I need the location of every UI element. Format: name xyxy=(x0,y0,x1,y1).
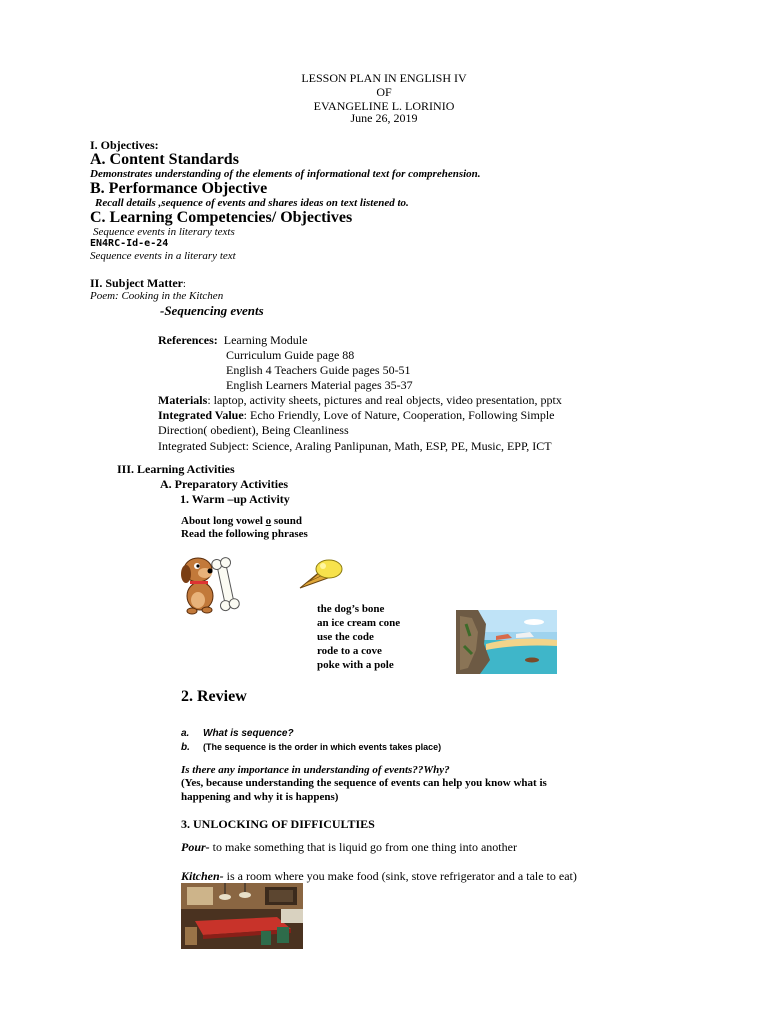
review-title: 2. Review xyxy=(181,688,247,705)
phrase-item: poke with a pole xyxy=(317,659,394,671)
reference-item: English Learners Material pages 35-37 xyxy=(226,378,413,392)
pour-def: to make something that is liquid go from one thing into another xyxy=(209,840,517,854)
read-phrases: Read the following phrases xyxy=(181,528,308,540)
reference-item: Learning Module xyxy=(223,333,308,347)
references-row xyxy=(158,333,307,348)
review-b-marker: b. xyxy=(181,742,190,753)
references-label: References: xyxy=(158,333,218,347)
header-line-1: LESSON PLAN IN ENGLISH IV xyxy=(301,71,467,85)
reference-item: Curriculum Guide page 88 xyxy=(226,348,355,362)
ice-cream-cone-image xyxy=(298,556,344,590)
review-a-marker: a. xyxy=(181,728,190,739)
pour-term: Pour- xyxy=(181,840,210,854)
phrase-item: the dog’s bone xyxy=(317,603,385,615)
subject-matter-heading xyxy=(90,276,186,291)
phrase-item: an ice cream cone xyxy=(317,617,401,629)
dog-with-bone-image xyxy=(178,552,244,616)
warmup-activity: 1. Warm –up Activity xyxy=(180,492,290,506)
learning-activities-heading: III. Learning Activities xyxy=(117,462,235,476)
topic: -Sequencing events xyxy=(160,303,264,318)
importance-question: Is there any importance in understanding of events??Why? xyxy=(181,764,450,776)
integrated-subject: Integrated Subject: Science, Araling Panlipunan, Math, ESP, PE, Music, EPP, ICT xyxy=(158,439,552,453)
subject-matter-colon: : xyxy=(182,279,186,290)
poem-title: Poem: Cooking in the Kitchen xyxy=(90,290,224,302)
competency-line-1: Sequence events in literary texts xyxy=(93,226,235,238)
kitchen-definition xyxy=(181,869,577,884)
phrase-item: use the code xyxy=(317,631,374,643)
header-date: June 26, 2019 xyxy=(350,111,418,125)
cove-image xyxy=(456,610,557,674)
vowel-letter: o xyxy=(265,515,272,527)
competencies-title: C. Learning Competencies/ Objectives xyxy=(90,209,353,226)
vowel-line xyxy=(181,515,302,527)
unlocking-title: 3. UNLOCKING OF DIFFICULTIES xyxy=(181,817,375,831)
materials-row xyxy=(158,393,562,408)
header-author: EVANGELINE L. LORINIO xyxy=(313,99,455,113)
integrated-value-label: Integrated Value xyxy=(158,408,244,422)
reference-item: English 4 Teachers Guide pages 50-51 xyxy=(226,363,411,377)
performance-title: B. Performance Objective xyxy=(90,180,268,197)
kitchen-image xyxy=(181,883,303,949)
materials-text: : laptop, activity sheets, pictures and real objects, video presentation, pptx xyxy=(207,393,562,407)
integrated-value-text: : Echo Friendly, Love of Nature, Cooperation, Following Simple xyxy=(243,408,555,422)
kitchen-def: is a room where you make food (sink, stove refrigerator and a tale to eat) xyxy=(223,869,577,883)
competency-line-2: Sequence events in a literary text xyxy=(90,250,236,262)
review-item-a xyxy=(181,728,294,739)
materials-label: Materials xyxy=(158,393,208,407)
competency-code: EN4RC-Id-e-24 xyxy=(90,238,169,249)
header-line-2: OF xyxy=(376,85,392,99)
content-standards-text: Demonstrates understanding of the elements of informational text for comprehension. xyxy=(90,168,481,180)
objectives-heading: I. Objectives: xyxy=(90,138,159,152)
vowel-post: sound xyxy=(271,515,303,527)
content-standards-title: A. Content Standards xyxy=(90,151,239,168)
review-item-b xyxy=(181,742,441,753)
pour-definition xyxy=(181,840,517,855)
importance-answer-2: happening and why it is happens) xyxy=(181,791,339,803)
preparatory-activities: A. Preparatory Activities xyxy=(160,477,289,491)
phrase-item: rode to a cove xyxy=(317,645,382,657)
review-a-text: What is sequence? xyxy=(203,728,294,739)
vowel-pre: About long vowel xyxy=(181,515,266,527)
performance-text: Recall details ,sequence of events and shares ideas on text listened to. xyxy=(95,197,409,209)
subject-matter-label: II. Subject Matter xyxy=(90,276,183,290)
review-b-text: (The sequence is the order in which events takes place) xyxy=(203,742,442,752)
kitchen-term: Kitchen- xyxy=(181,869,224,883)
integrated-value-row xyxy=(158,408,555,423)
importance-answer-1: (Yes, because understanding the sequence of events can help you know what is xyxy=(181,777,547,789)
integrated-value-text-2: Direction( obedient), Being Cleanliness xyxy=(158,423,349,437)
